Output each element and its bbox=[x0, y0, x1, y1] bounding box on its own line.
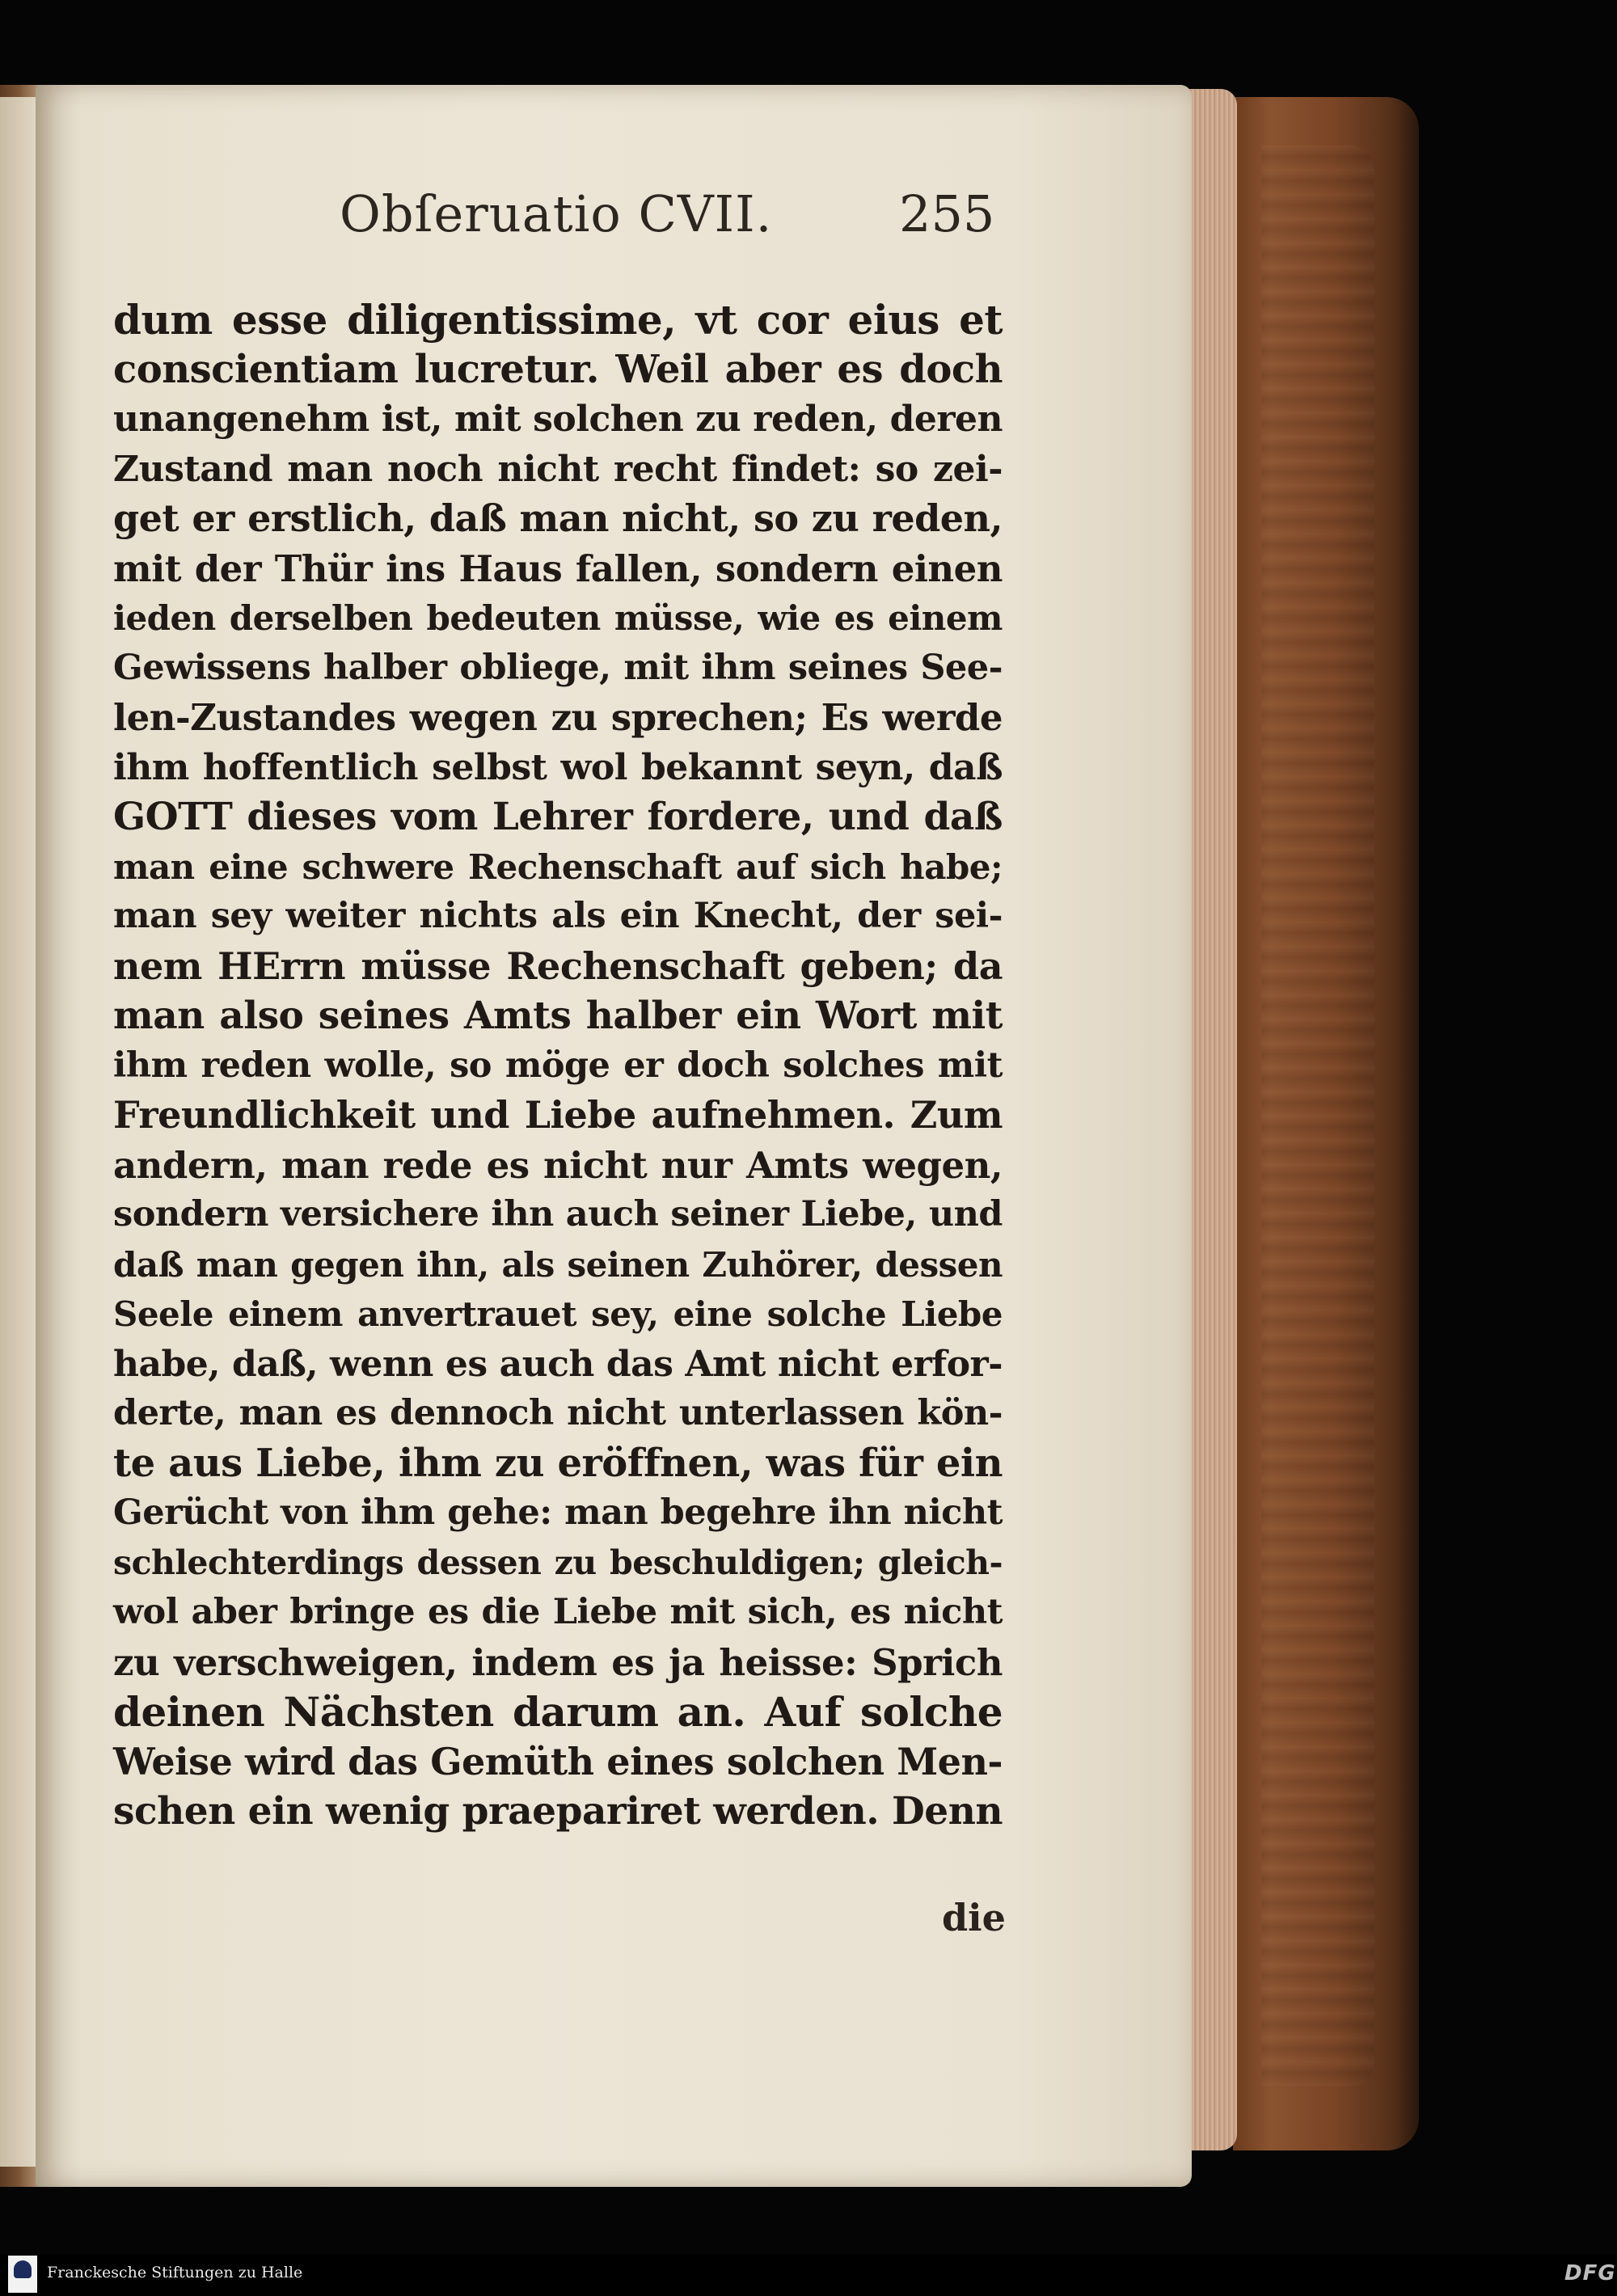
text-line: schlechterdings dessen zu beschuldigen; gleich- bbox=[113, 1543, 1003, 1582]
text-line: GOTT dieses vom Lehrer fordere, und daß bbox=[113, 795, 1003, 839]
institution-emblem-icon bbox=[14, 2260, 32, 2278]
text-line: zu verschweigen, indem es ja heisse: Sprich bbox=[113, 1640, 1003, 1684]
text-line: ieden derselben bedeuten müsse, wie es einem bbox=[113, 598, 1003, 638]
text-line: Freundlichkeit und Liebe aufnehmen. Zum bbox=[113, 1093, 1003, 1137]
text-line: ihm reden wolle, so möge er doch solches mit bbox=[113, 1045, 1003, 1086]
text-line: derte, man es dennoch nicht unterlassen kön- bbox=[113, 1393, 1003, 1433]
text-line: te aus Liebe, ihm zu eröffnen, was für ein bbox=[113, 1440, 1003, 1486]
text-line: nem HErrn müsse Rechenschaft geben; da bbox=[113, 943, 1003, 988]
text-line: dum esse diligentissime, vt cor eius et bbox=[113, 296, 1003, 344]
institution-name: Franckesche Stiftungen zu Halle bbox=[47, 2264, 303, 2281]
dfg-logo: DFG bbox=[1564, 2261, 1616, 2285]
text-line: sondern versichere ihn auch seiner Liebe, und bbox=[113, 1194, 1003, 1235]
left-page-edge bbox=[0, 97, 39, 2167]
text-line: man eine schwere Rechenschaft auf sich habe; bbox=[113, 846, 1003, 887]
text-line: Gerücht von ihm gehe: man begehre ihn nicht bbox=[113, 1492, 1003, 1533]
running-head: Obſeruatio CVII. bbox=[340, 184, 773, 243]
text-line: ihm hoffentlich selbst wol bekannt seyn, daß bbox=[113, 746, 1003, 788]
page-number: 255 bbox=[899, 184, 995, 243]
text-line: andern, man rede es nicht nur Amts wegen, bbox=[113, 1143, 1003, 1187]
text-line: mit der Thür ins Haus fallen, sondern einen bbox=[113, 547, 1003, 590]
text-line: Weise wird das Gemüth eines solchen Men- bbox=[113, 1739, 1003, 1783]
text-line: unangenehm ist, mit solchen zu reden, deren bbox=[113, 399, 1003, 440]
text-line: get er erstlich, daß man nicht, so zu reden, bbox=[113, 496, 1003, 540]
text-line: schen ein wenig praepariret werden. Denn bbox=[113, 1789, 1003, 1834]
text-line: Zustand man noch nicht recht findet: so zei- bbox=[113, 448, 1003, 490]
text-line: wol aber bringe es die Liebe mit sich, es nicht bbox=[113, 1592, 1003, 1632]
text-line: Gewissens halber obliege, mit ihm seines See- bbox=[113, 647, 1003, 688]
text-line: daß man gegen ihn, als seinen Zuhörer, dessen bbox=[113, 1244, 1003, 1285]
text-line: conscientiam lucretur. Weil aber es doch bbox=[113, 346, 1003, 392]
text-line: len-Zustandes wegen zu sprechen; Es werde bbox=[113, 696, 1003, 739]
text-line: man also seines Amts halber ein Wort mit bbox=[113, 994, 1003, 1038]
text-line: deinen Nächsten darum an. Auf solche bbox=[113, 1688, 1003, 1736]
body-text bbox=[113, 295, 1003, 1837]
text-line: man sey weiter nichts als ein Knecht, der sei- bbox=[113, 896, 1003, 936]
cover-texture bbox=[1261, 146, 1374, 2086]
text-line: Seele einem anvertrauet sey, eine solche Liebe bbox=[113, 1294, 1003, 1334]
text-line: habe, daß, wenn es auch das Amt nicht erfor- bbox=[113, 1343, 1003, 1385]
catchword: die bbox=[942, 1896, 1006, 1939]
